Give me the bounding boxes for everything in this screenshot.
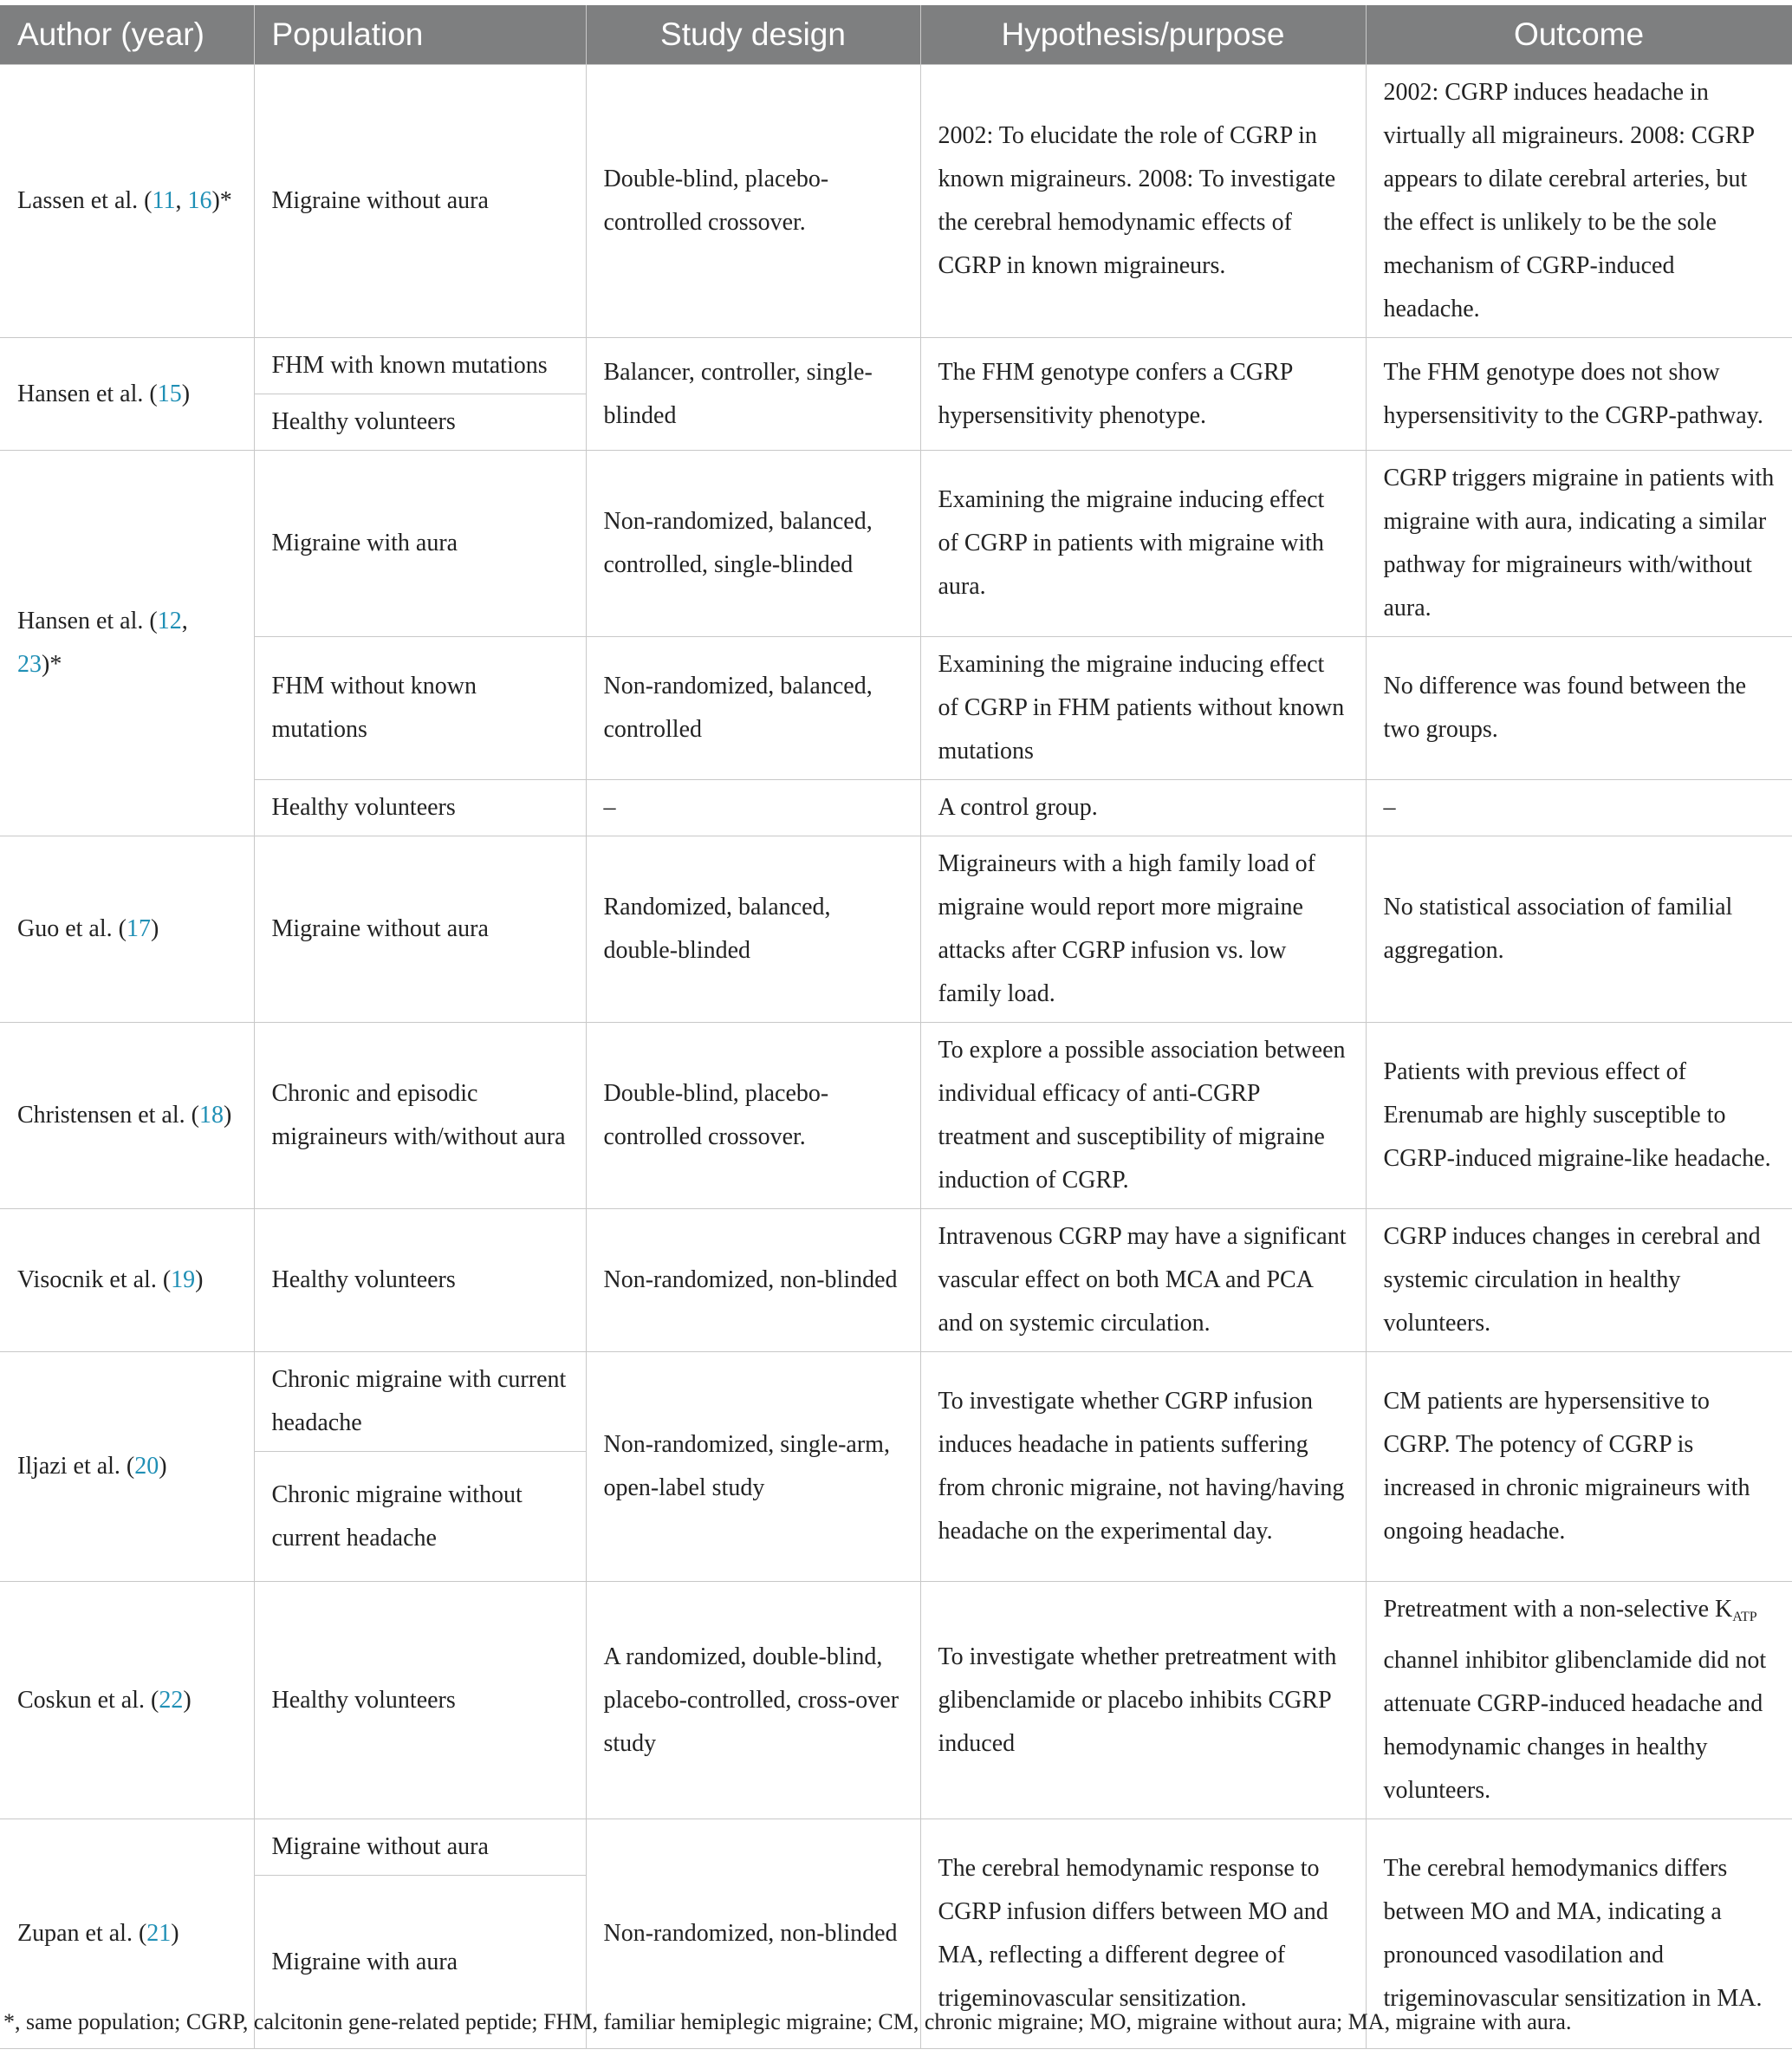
- design-cell: Double-blind, placebo-controlled crossover.: [586, 65, 920, 338]
- reference-link[interactable]: 22: [159, 1686, 184, 1714]
- outcome-cell: [1366, 1582, 1792, 1819]
- author-text: Zupan et al. (: [17, 1920, 147, 1947]
- design-cell: Balancer, controller, single-blinded: [586, 338, 920, 451]
- outcome-cell: CGRP triggers migraine in patients with migraine with aura, indicating a similar pathway for migraineurs with/without aura.: [1366, 451, 1792, 637]
- design-cell: Non-randomized, non-blinded: [586, 1819, 920, 2049]
- hypothesis-cell: To investigate whether CGRP infusion induces headache in patients suffering from chronic migraine, not having/having headache on the experimental day.: [920, 1352, 1366, 1582]
- reference-link[interactable]: 19: [171, 1266, 196, 1293]
- table-row: [0, 637, 1792, 780]
- outcome-cell: The FHM genotype does not show hypersensitivity to the CGRP-pathway.: [1366, 338, 1792, 451]
- author-cell: [0, 1352, 254, 1582]
- population-cell: Chronic migraine with current headache: [254, 1352, 586, 1452]
- population-cell: Chronic migraine without current headache: [254, 1452, 586, 1582]
- design-cell: Non-randomized, single-arm, open-label study: [586, 1352, 920, 1582]
- author-cell: [0, 836, 254, 1023]
- outcome-cell: No statistical association of familial aggregation.: [1366, 836, 1792, 1023]
- table-footnote: *, same population; CGRP, calcitonin gene-related peptide; FHM, familiar hemiplegic migraine; CM, chronic migraine; MO, migraine without aura; MA, migraine with aura.: [3, 2009, 1572, 2034]
- author-tail: ): [223, 1102, 232, 1129]
- table-row: [0, 1209, 1792, 1352]
- reference-link[interactable]: 18: [198, 1102, 224, 1129]
- population-cell: Migraine with aura: [254, 451, 586, 637]
- table-row: [0, 780, 1792, 836]
- author-tail: ): [183, 1686, 192, 1714]
- author-tail: ): [150, 915, 159, 942]
- header-author: Author (year): [0, 5, 254, 65]
- design-cell: Non-randomized, balanced, controlled, single-blinded: [586, 451, 920, 637]
- design-cell: Double-blind, placebo-controlled crossover.: [586, 1023, 920, 1209]
- design-cell: –: [586, 780, 920, 836]
- population-cell: Healthy volunteers: [254, 1209, 586, 1352]
- author-cell: [0, 338, 254, 451]
- table-row: [0, 451, 1792, 637]
- design-cell: Randomized, balanced, double-blinded: [586, 836, 920, 1023]
- outcome-text: Pretreatment with a non-selective K: [1383, 1596, 1733, 1623]
- header-study-design: Study design: [586, 5, 920, 65]
- author-tail: ): [159, 1453, 167, 1480]
- studies-table: [0, 5, 1792, 2049]
- population-cell: Migraine with aura: [254, 1876, 586, 2049]
- header-hypothesis: Hypothesis/purpose: [920, 5, 1366, 65]
- reference-link[interactable]: 20: [134, 1453, 159, 1480]
- population-cell: Migraine without aura: [254, 1819, 586, 1876]
- outcome-cell: No difference was found between the two groups.: [1366, 637, 1792, 780]
- table-row: [0, 1819, 1792, 1876]
- table-row: [0, 338, 1792, 394]
- reference-link[interactable]: 12: [157, 608, 182, 634]
- table-row: [0, 836, 1792, 1023]
- author-text: Guo et al. (: [17, 915, 127, 942]
- table-container: [0, 5, 1792, 2049]
- author-text: Hansen et al. (: [17, 380, 158, 407]
- outcome-cell: 2002: CGRP induces headache in virtually all migraineurs. 2008: CGRP appears to dilate cerebral arteries, but the effect is unlikely to be the sole mechanism of CGRP-induced headache.: [1366, 65, 1792, 338]
- population-cell: Healthy volunteers: [254, 780, 586, 836]
- hypothesis-cell: Intravenous CGRP may have a significant vascular effect on both MCA and PCA and on systemic circulation.: [920, 1209, 1366, 1352]
- author-cell: [0, 1023, 254, 1209]
- reference-link[interactable]: 11: [152, 187, 176, 214]
- table-row: [0, 65, 1792, 338]
- subscript-text: ATP: [1732, 1610, 1757, 1624]
- author-text: Hansen et al. (: [17, 608, 158, 634]
- population-cell: Chronic and episodic migraineurs with/without aura: [254, 1023, 586, 1209]
- author-text: Coskun et al. (: [17, 1686, 159, 1714]
- reference-link[interactable]: 17: [126, 915, 151, 942]
- author-tail: ): [195, 1266, 204, 1293]
- design-cell: Non-randomized, non-blinded: [586, 1209, 920, 1352]
- hypothesis-cell: 2002: To elucidate the role of CGRP in known migraineurs. 2008: To investigate the cerebral hemodynamic effects of CGRP in known migraineurs.: [920, 65, 1366, 338]
- author-text: Visocnik et al. (: [17, 1266, 172, 1293]
- author-cell: [0, 1582, 254, 1819]
- hypothesis-cell: Examining the migraine inducing effect of CGRP in FHM patients without known mutations: [920, 637, 1366, 780]
- reference-link[interactable]: 21: [146, 1920, 172, 1947]
- author-text: Christensen et al. (: [17, 1102, 199, 1129]
- outcome-cell: CGRP induces changes in cerebral and systemic circulation in healthy volunteers.: [1366, 1209, 1792, 1352]
- table-row: [0, 1023, 1792, 1209]
- header-row: [0, 5, 1792, 65]
- reference-link[interactable]: 23: [17, 651, 42, 678]
- author-tail: )*: [42, 651, 62, 678]
- hypothesis-cell: A control group.: [920, 780, 1366, 836]
- hypothesis-cell: To investigate whether pretreatment with glibenclamide or placebo inhibits CGRP induced: [920, 1582, 1366, 1819]
- hypothesis-cell: Examining the migraine inducing effect of CGRP in patients with migraine with aura.: [920, 451, 1366, 637]
- population-cell: FHM with known mutations: [254, 338, 586, 394]
- header-outcome: Outcome: [1366, 5, 1792, 65]
- header-population: Population: [254, 5, 586, 65]
- author-tail: )*: [211, 187, 232, 214]
- outcome-cell: –: [1366, 780, 1792, 836]
- hypothesis-cell: Migraineurs with a high family load of migraine would report more migraine attacks after CGRP infusion vs. low family load.: [920, 836, 1366, 1023]
- design-cell: Non-randomized, balanced, controlled: [586, 637, 920, 780]
- author-text: Lassen et al. (: [17, 187, 153, 214]
- outcome-cell: Patients with previous effect of Erenumab are highly susceptible to CGRP-induced migraine-like headache.: [1366, 1023, 1792, 1209]
- hypothesis-cell: To explore a possible association between individual efficacy of anti-CGRP treatment and susceptibility of migraine induction of CGRP.: [920, 1023, 1366, 1209]
- reference-link[interactable]: 15: [157, 380, 182, 407]
- author-cell: [0, 1209, 254, 1352]
- ref-separator: ,: [175, 187, 188, 214]
- ref-separator: ,: [181, 608, 188, 634]
- outcome-cell: The cerebral hemodymanics differs between MO and MA, indicating a pronounced vasodilation and trigeminovascular sensitization in MA.: [1366, 1819, 1792, 2049]
- hypothesis-cell: The cerebral hemodynamic response to CGRP infusion differs between MO and MA, reflecting a different degree of trigeminovascular sensitization.: [920, 1819, 1366, 2049]
- population-cell: Healthy volunteers: [254, 1582, 586, 1819]
- table-row: [0, 1582, 1792, 1819]
- author-tail: ): [171, 1920, 179, 1947]
- population-cell: FHM without known mutations: [254, 637, 586, 780]
- reference-link[interactable]: 16: [187, 187, 212, 214]
- table-row: [0, 1352, 1792, 1452]
- author-cell: [0, 451, 254, 836]
- outcome-cell: CM patients are hypersensitive to CGRP. The potency of CGRP is increased in chronic migraineurs with ongoing headache.: [1366, 1352, 1792, 1582]
- author-tail: ): [181, 380, 191, 407]
- hypothesis-cell: The FHM genotype confers a CGRP hypersensitivity phenotype.: [920, 338, 1366, 451]
- population-cell: Migraine without aura: [254, 65, 586, 338]
- population-cell: Migraine without aura: [254, 836, 586, 1023]
- population-cell: Healthy volunteers: [254, 394, 586, 451]
- author-cell: [0, 65, 254, 338]
- outcome-text: channel inhibitor glibenclamide did not attenuate CGRP-induced headache and hemodynamic changes in healthy volunteers.: [1383, 1647, 1767, 1804]
- author-text: Iljazi et al. (: [17, 1453, 135, 1480]
- design-cell: A randomized, double-blind, placebo-controlled, cross-over study: [586, 1582, 920, 1819]
